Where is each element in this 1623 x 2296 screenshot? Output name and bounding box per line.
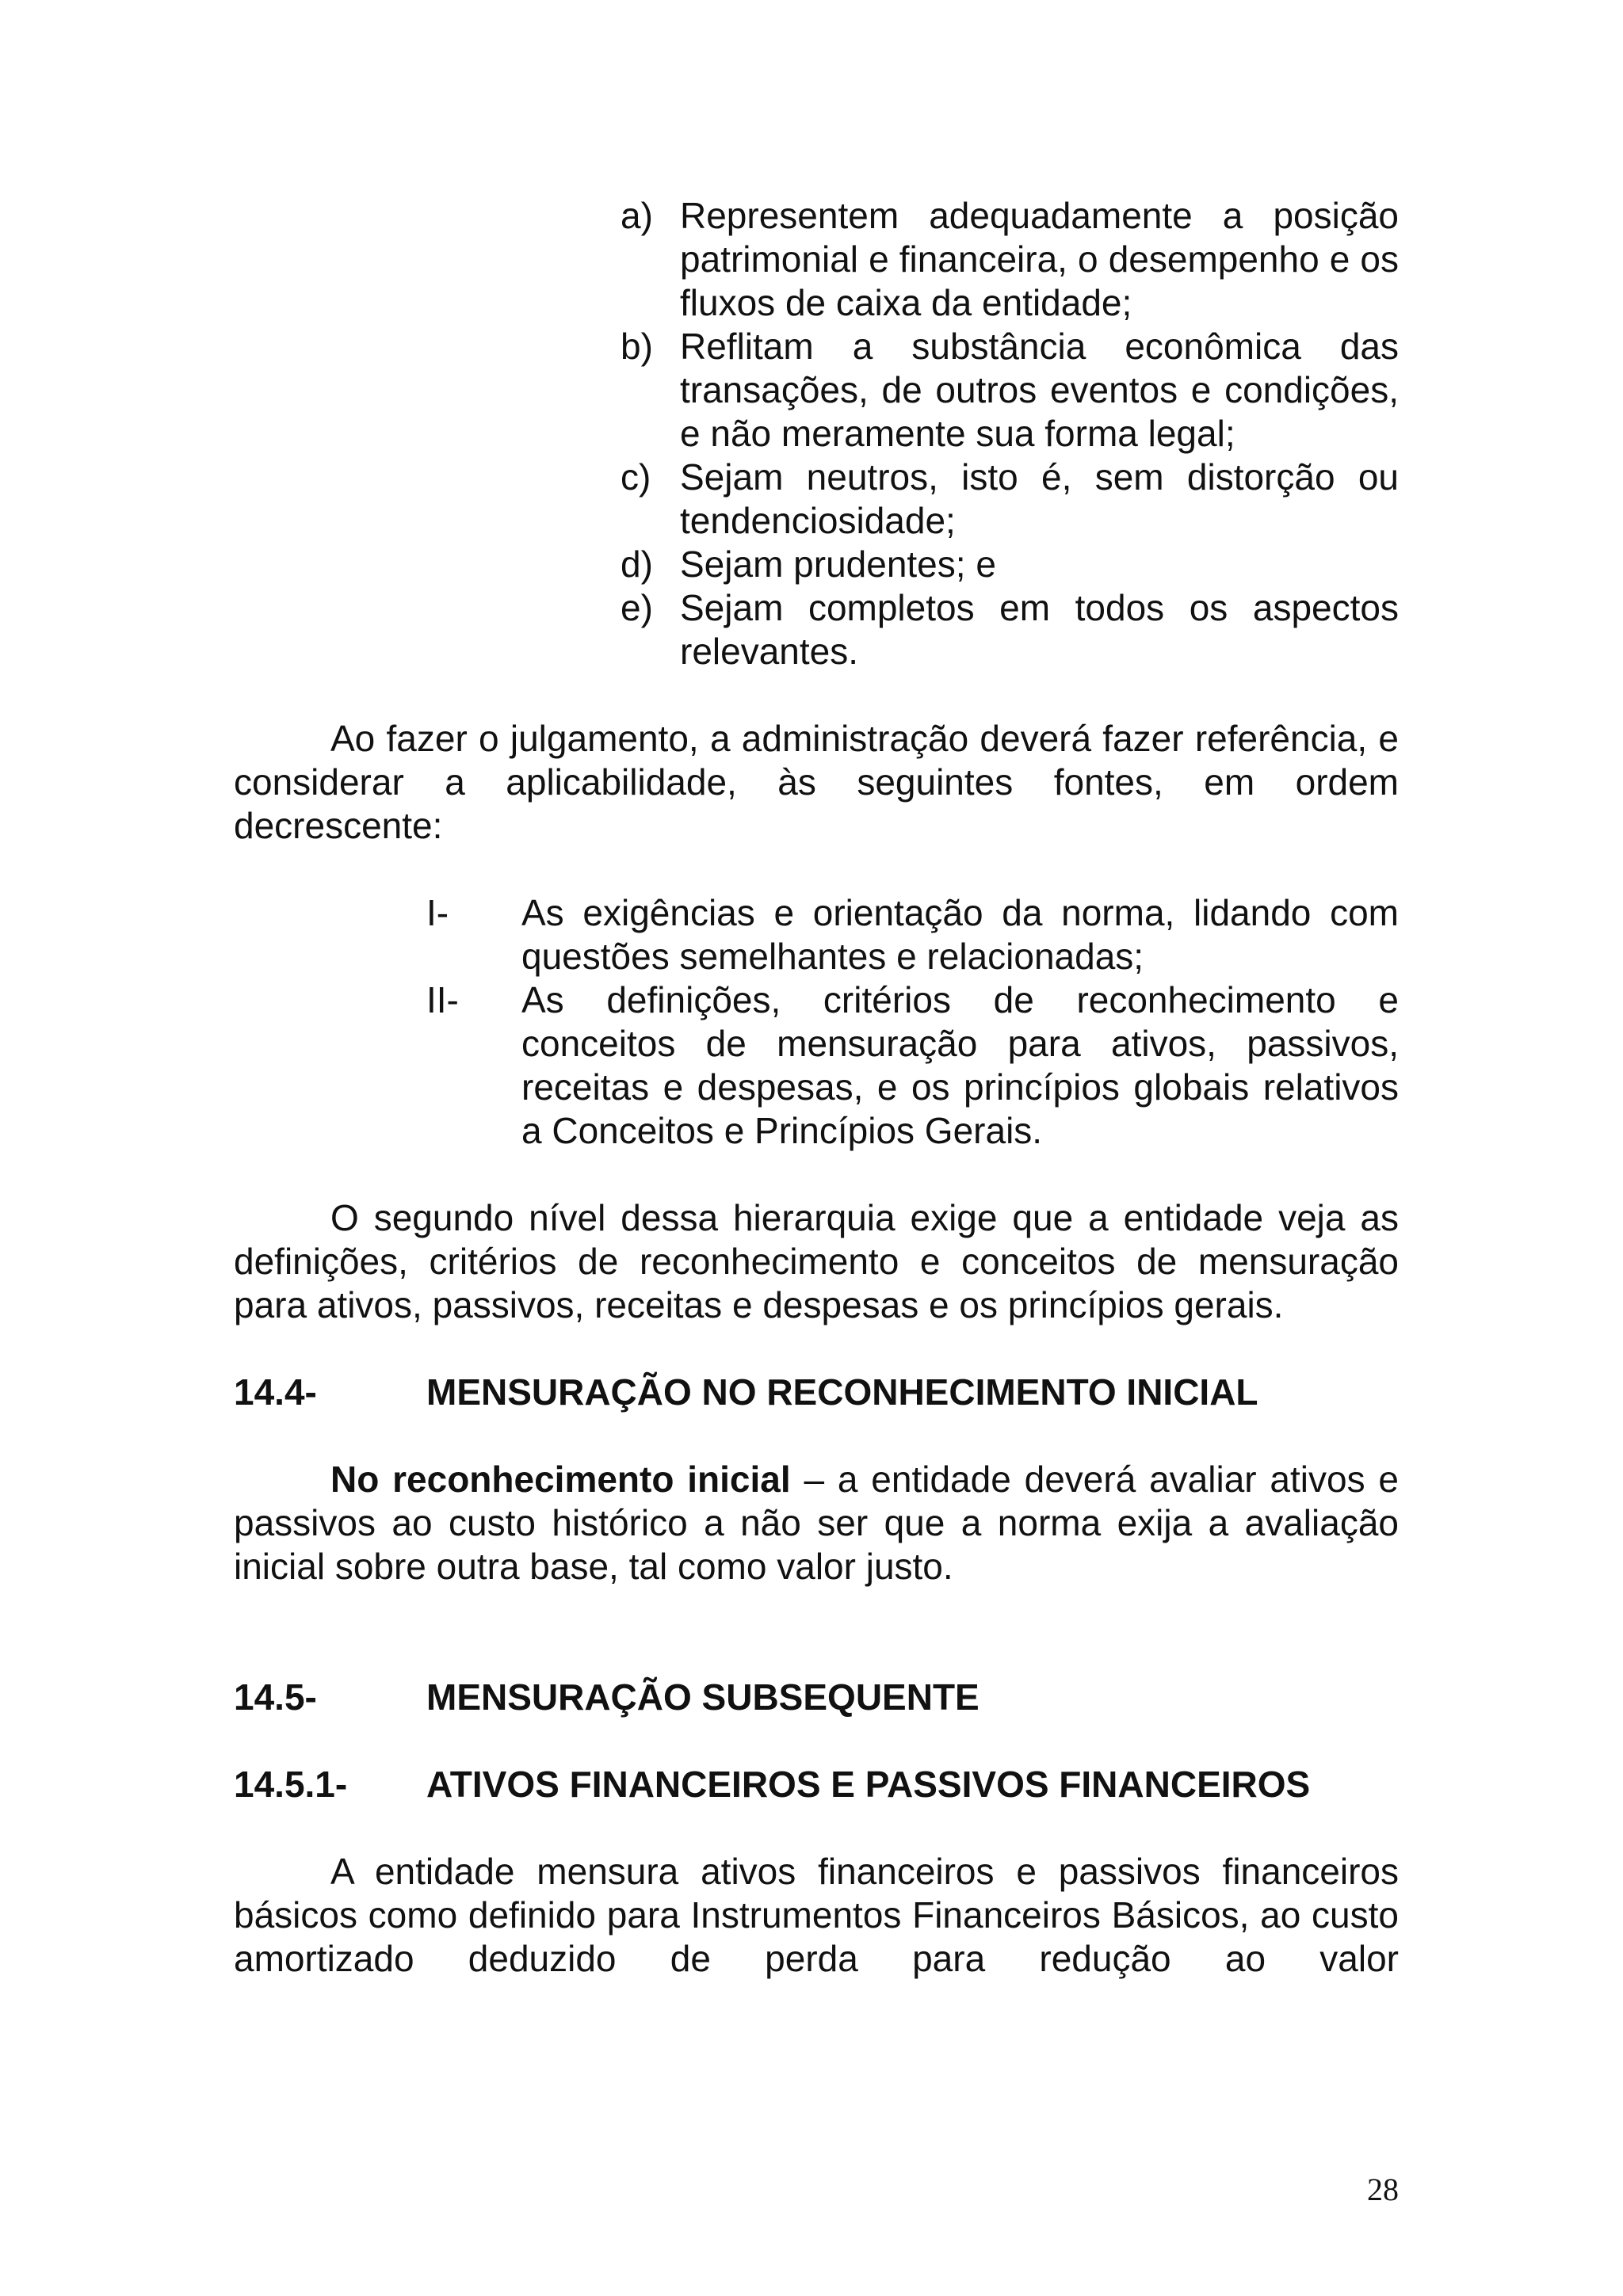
document-page	[234, 194, 1399, 1981]
paragraph-judgment: Ao fazer o julgamento, a administração deverá fazer referência, e considerar a aplicabilidade, às seguintes fontes, em ordem decrescente:	[234, 718, 1399, 846]
list-marker: c)	[621, 456, 651, 498]
list-item-text: As definições, critérios de reconhecimento e conceitos de mensuração para ativos, passivos, receitas e despesas, e os princípios globais relativos a Conceitos e Princípios Gerais.	[521, 979, 1399, 1151]
list-item-text: As exigências e orientação da norma, lidando com questões semelhantes e relacionadas;	[521, 892, 1399, 977]
paragraph-second-level: O segundo nível dessa hierarquia exige que a entidade veja as definições, critérios de reconhecimento e conceitos de mensuração para ativos, passivos, receitas e despesas e os princípios gerais.	[234, 1197, 1399, 1325]
paragraph-text: – a entidade deverá avaliar ativos e passivos ao custo histórico a não ser que a norma exija a avaliação inicial sobre outra base, tal como valor justo.	[234, 1459, 1399, 1587]
paragraph-initial-recognition	[234, 1458, 1399, 1589]
list-marker: II-	[426, 979, 459, 1020]
list-item-text: Representem adequadamente a posição patrimonial e financeira, o desempenho e os fluxos de caixa da entidade;	[680, 195, 1399, 323]
list-item	[426, 891, 1399, 978]
list-item	[621, 456, 1399, 543]
list-marker: I-	[426, 892, 449, 933]
section-heading-14-4	[234, 1371, 1399, 1414]
section-number: 14.5.1-	[234, 1764, 348, 1805]
list-marker: e)	[621, 587, 653, 628]
roman-list	[426, 891, 1399, 1153]
list-item-text: Reflitam a substância econômica das transações, de outros eventos e condições, e não meramente sua forma legal;	[680, 326, 1399, 454]
section-title: MENSURAÇÃO SUBSEQUENTE	[426, 1676, 980, 1718]
list-marker: a)	[621, 195, 653, 236]
section-number: 14.5-	[234, 1676, 317, 1718]
page-number: 28	[1367, 2172, 1399, 2207]
section-heading-14-5-1	[234, 1763, 1399, 1806]
section-title: ATIVOS FINANCEIROS E PASSIVOS FINANCEIROS	[426, 1764, 1311, 1805]
section-title: MENSURAÇÃO NO RECONHECIMENTO INICIAL	[426, 1371, 1258, 1413]
list-item-text: Sejam prudentes; e	[680, 543, 996, 585]
list-marker: d)	[621, 543, 653, 585]
list-item	[621, 586, 1399, 673]
bold-lead: No reconhecimento inicial	[330, 1459, 791, 1500]
paragraph-financial-instruments: A entidade mensura ativos financeiros e passivos financeiros básicos como definido para Instrumentos Financeiros Básicos, ao custo amortizado deduzido de perda para redução ao valor	[234, 1851, 1399, 1979]
list-marker: b)	[621, 326, 653, 367]
list-item	[621, 543, 1399, 586]
list-item-text: Sejam completos em todos os aspectos relevantes.	[680, 587, 1399, 672]
list-item-text: Sejam neutros, isto é, sem distorção ou tendenciosidade;	[680, 456, 1399, 541]
list-item	[621, 194, 1399, 325]
list-item	[426, 978, 1399, 1153]
section-heading-14-5	[234, 1676, 1399, 1719]
list-item	[621, 325, 1399, 456]
alpha-list	[621, 194, 1399, 673]
section-number: 14.4-	[234, 1371, 317, 1413]
